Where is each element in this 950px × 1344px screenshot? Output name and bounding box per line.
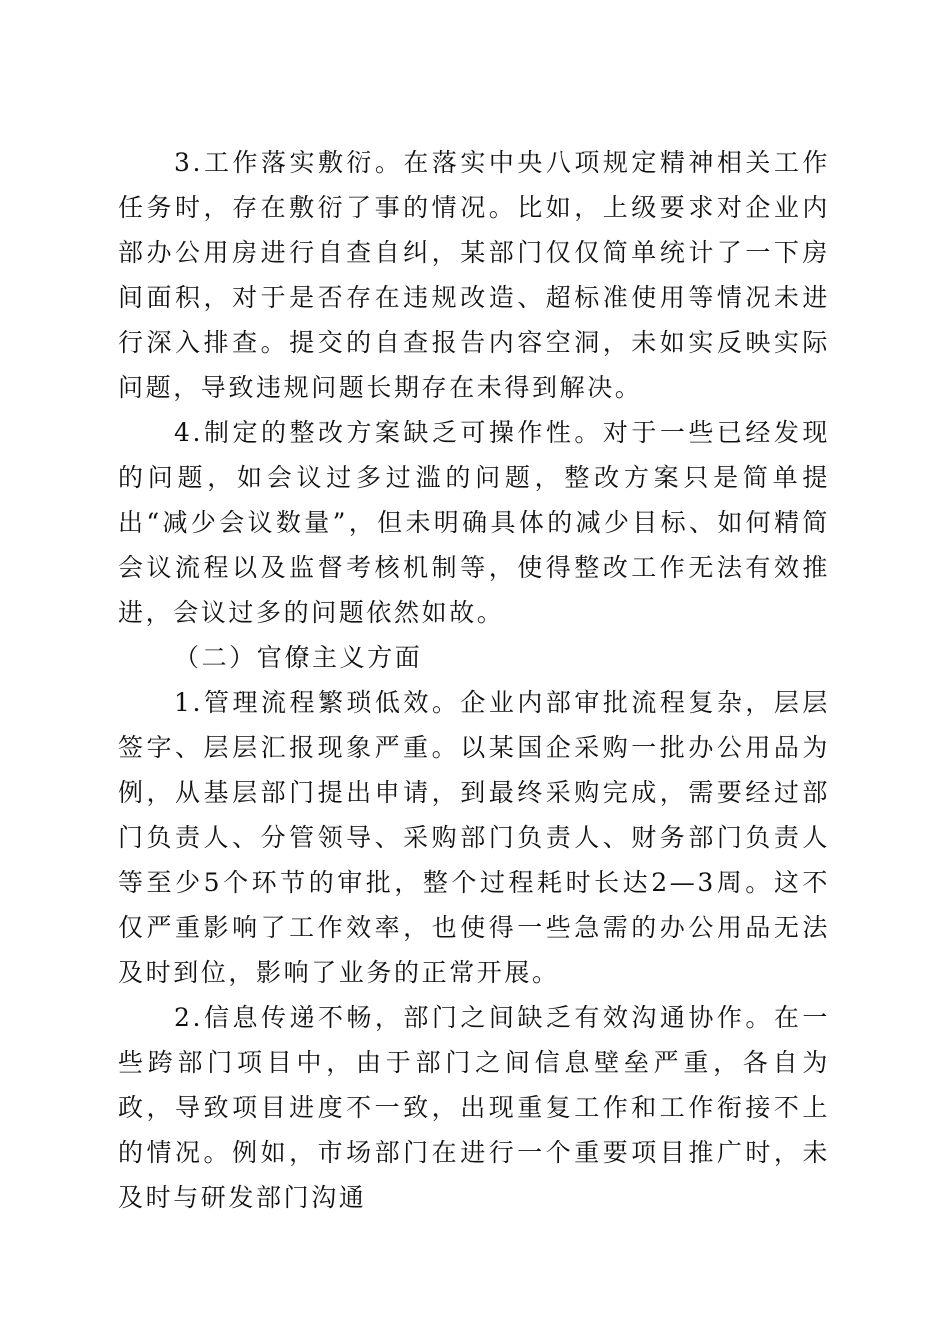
paragraph-management-process: 1.管理流程繁琐低效。企业内部审批流程复杂，层层签字、层层汇报现象严重。以某国企采购一批办公用品为例，从基层部门提出申请，到最终采购完成，需要经过部门负责人、分管领导、采购部门负责人、财务部门负责人等至少5个环节的审批，整个过程耗时长达2—3周。这不仅严重影响了工作效率，也使得一些急需的办公用品无法及时到位，影响了业务的正常开展。 bbox=[118, 688, 830, 987]
document-body bbox=[118, 140, 830, 1220]
paragraph-rectification-plan: 4.制定的整改方案缺乏可操作性。对于一些已经发现的问题，如会议过多过滥的问题，整改方案只是简单提出“减少会议数量”，但未明确具体的减少目标、如何精简会议流程以及监督考核机制等，使得整改工作无法有效推进，会议过多的问题依然如故。 bbox=[118, 418, 830, 627]
paragraph-work-implementation: 3.工作落实敷衍。在落实中央八项规定精神相关工作任务时，存在敷衍了事的情况。比如，上级要求对企业内部办公用房进行自查自纠，某部门仅仅简单统计了一下房间面积，对于是否存在违规改造、超标准使用等情况未进行深入排查。提交的自查报告内容空洞，未如实反映实际问题，导致违规问题长期存在未得到解决。 bbox=[118, 148, 830, 402]
section-heading-bureaucratism: （二）官僚主义方面 bbox=[174, 643, 423, 672]
paragraph-information-transfer: 2.信息传递不畅，部门之间缺乏有效沟通协作。在一些跨部门项目中，由于部门之间信息壁垒严重，各自为政，导致项目进度不一致，出现重复工作和工作衔接不上的情况。例如，市场部门在进行一个重要项目推广时，未及时与研发部门沟通 bbox=[118, 1003, 830, 1212]
